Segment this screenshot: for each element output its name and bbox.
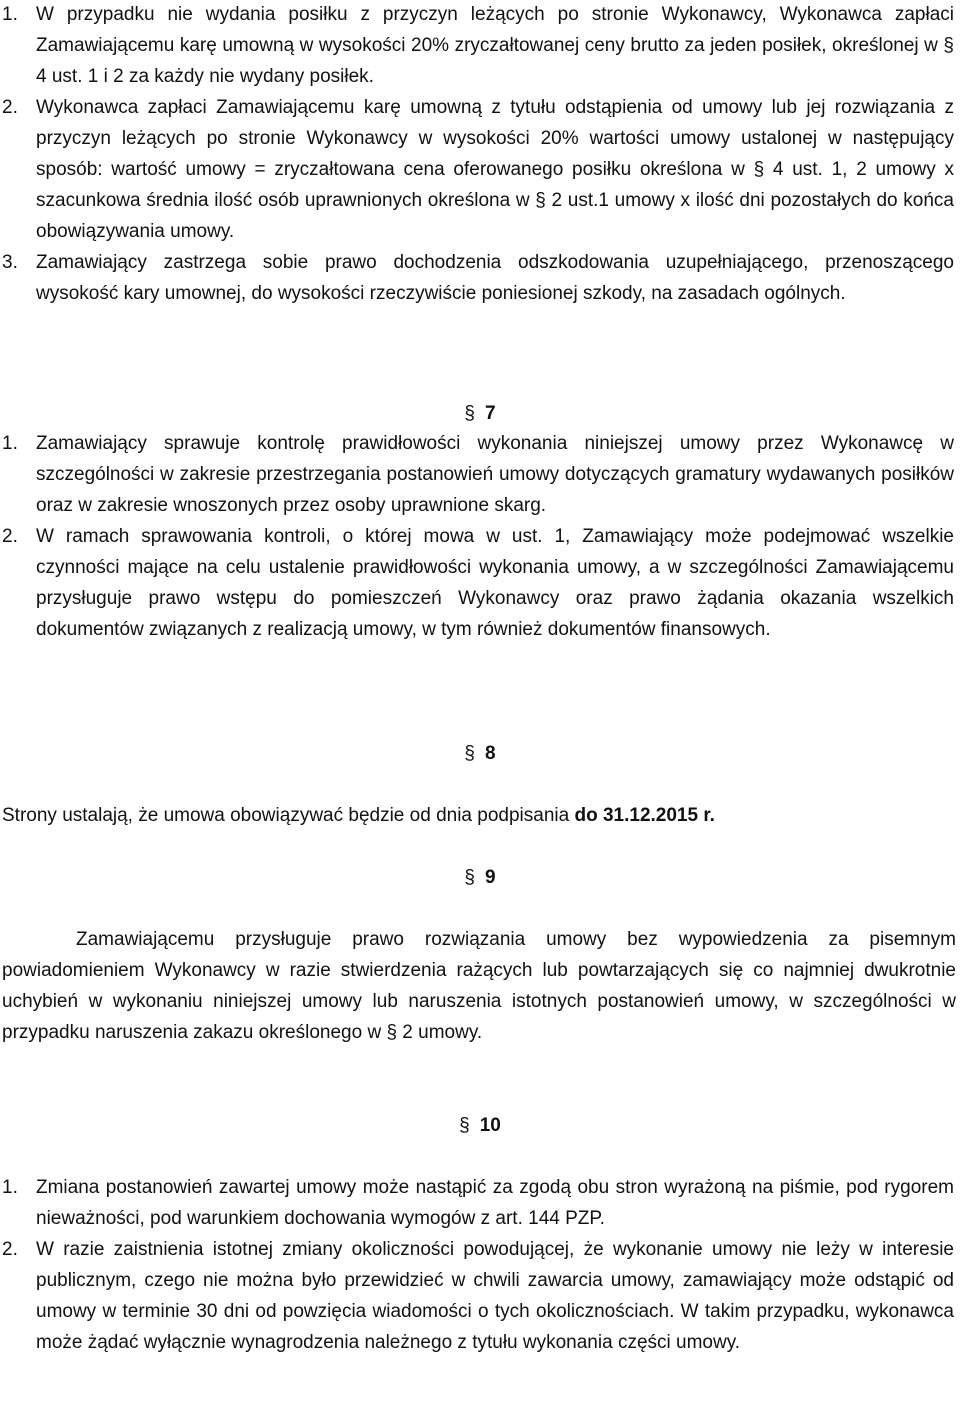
item-number: 2. xyxy=(2,526,18,547)
item-text: Wykonawca zapłaci Zamawiającemu karę umowną z tytułu odstąpienia od umowy lub jej rozwiązania z przyczyn leżących po stronie Wykonawcy w wysokości 20% wartości umowy ustalonej w następujący sposób: wartość umowy = zryczałtowana cena oferowanego posiłku określona w § 4 ust. 1, 2 umowy x szacunkowa średnia ilość osób uprawnionych określona w § 2 ust.1 umowy x ilość dni pozostałych do końca obowiązywania umowy. xyxy=(36,97,954,242)
section-heading-7 xyxy=(0,398,960,429)
section-7-body xyxy=(0,428,958,645)
section-number: 10 xyxy=(479,1115,501,1136)
list-item xyxy=(0,521,958,645)
list-item xyxy=(0,92,958,247)
section-8-paragraph xyxy=(0,800,960,831)
term-end-date: do 31.12.2015 r. xyxy=(574,805,715,826)
item-text: W razie zaistnienia istotnej zmiany okoliczności powodującej, że wykonanie umowy nie leży w interesie publicznym, czego nie można było przewidzieć w chwili zawarcia umowy, zamawiający może odstąpić od umowy w terminie 30 dni od powzięcia wiadomości o tych okolicznościach. W takim przypadku, wykonawca może żądać wyłącznie wynagrodzenia należnego z tytułu wykonania części umowy. xyxy=(36,1239,954,1353)
item-number: 1. xyxy=(2,1177,18,1198)
item-number: 3. xyxy=(2,252,18,273)
section-heading-9 xyxy=(0,862,960,893)
section-10-body xyxy=(0,1172,958,1358)
item-text: Zamawiający sprawuje kontrolę prawidłowości wykonania niniejszej umowy przez Wykonawcę w szczególności w zakresie przestrzegania postanowień umowy dotyczących gramatury wydawanych posiłków oraz w zakresie wnoszonych przez osoby uprawnione skarg. xyxy=(36,433,954,516)
list-item xyxy=(0,428,958,521)
section-heading-10 xyxy=(0,1110,960,1141)
item-text: W przypadku nie wydania posiłku z przyczyn leżących po stronie Wykonawcy, Wykonawca zapłaci Zamawiającemu karę umowną w wysokości 20% zryczałtowanej ceny brutto za jeden posiłek, określonej w § 4 ust. 1 i 2 za każdy nie wydany posiłek. xyxy=(36,4,954,87)
item-number: 2. xyxy=(2,1239,18,1260)
item-text: W ramach sprawowania kontroli, o której mowa w ust. 1, Zamawiający może podejmować wszelkie czynności mające na celu ustalenie prawidłowości wykonania umowy, a w szczególności Zamawiającemu przysługuje prawo wstępu do pomieszczeń Wykonawcy oraz prawo żądania okazania wszelkich dokumentów związanych z realizacją umowy, w tym również dokumentów finansowych. xyxy=(36,526,954,640)
penalty-clauses xyxy=(0,0,958,309)
section-number: 9 xyxy=(485,867,496,888)
section-sign: § xyxy=(464,403,475,424)
item-text: Zamawiający zastrzega sobie prawo dochodzenia odszkodowania uzupełniającego, przenoszącego wysokość kary umownej, do wysokości rzeczywiście poniesionej szkody, na zasadach ogólnych. xyxy=(36,252,954,304)
section-9-paragraph: Zamawiającemu przysługuje prawo rozwiązania umowy bez wypowiedzenia za pisemnym powiadomieniem Wykonawcy w razie stwierdzenia rażących lub powtarzających się co najmniej dwukrotnie uchybień w wykonaniu niniejszej umowy lub naruszenia istotnych postanowień umowy, w szczególności w przypadku naruszenia zakazu określonego w § 2 umowy. xyxy=(2,929,956,1043)
item-number: 1. xyxy=(2,433,18,454)
term-text: Strony ustalają, że umowa obowiązywać będzie od dnia podpisania xyxy=(2,805,575,826)
item-number: 2. xyxy=(2,97,18,118)
section-sign: § xyxy=(459,1115,470,1136)
list-item xyxy=(0,0,958,92)
list-item xyxy=(0,247,958,309)
list-item xyxy=(0,1172,958,1234)
item-number: 1. xyxy=(2,4,18,25)
section-sign: § xyxy=(464,867,475,888)
section-number: 8 xyxy=(485,743,496,764)
section-number: 7 xyxy=(485,403,496,424)
list-item xyxy=(0,1234,958,1358)
section-heading-8 xyxy=(0,738,960,769)
section-sign: § xyxy=(464,743,475,764)
item-text: Zmiana postanowień zawartej umowy może nastąpić za zgodą obu stron wyrażoną na piśmie, pod rygorem nieważności, pod warunkiem dochowania wymogów z art. 144 PZP. xyxy=(36,1177,954,1229)
